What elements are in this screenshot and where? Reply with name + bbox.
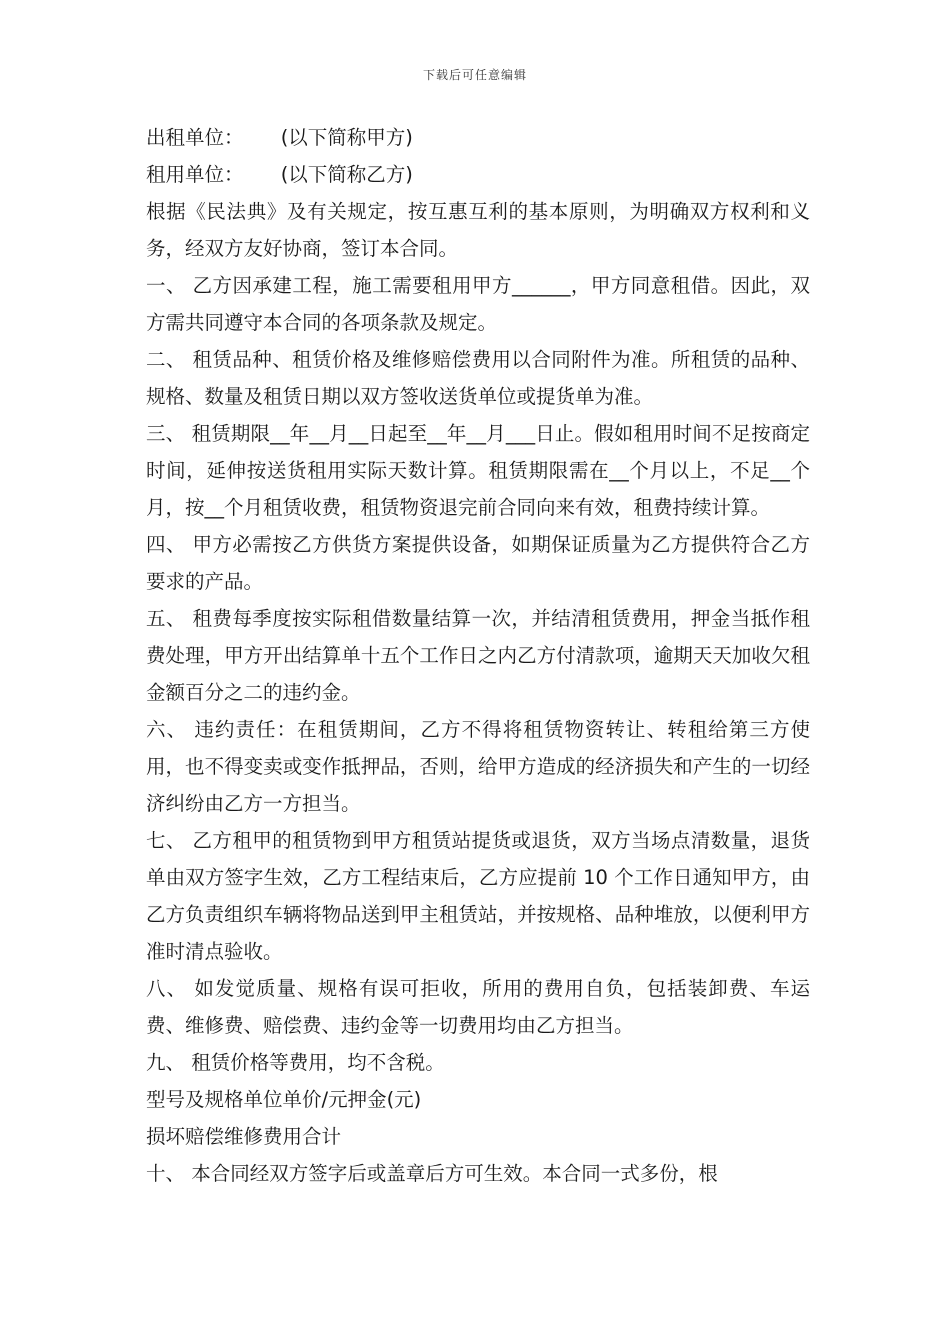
table-summary-line: 损坏赔偿维修费用合计 — [146, 1125, 342, 1148]
preamble-paragraph: 根据《民法典》及有关规定，按互惠互利的基本原则，为明确双方权利和义务，经双方友好协商，签订本合同。 — [146, 200, 810, 260]
clause-10: 十、 本合同经双方签字后或盖章后方可生效。本合同一式多份，根 — [146, 1162, 718, 1185]
clause-5: 五、 租费每季度按实际租借数量结算一次，并结清租赁费用，押金当抵作租费处理，甲方开出结算单十五个工作日之内乙方付清款项，逾期天天加收欠租金额百分之二的违约金。 — [146, 607, 810, 704]
page-header: 下载后可任意编辑 — [422, 68, 527, 82]
contract-body — [146, 119, 810, 1192]
lessor-line: 出租单位： (以下简称甲方) — [146, 126, 413, 149]
clause-9: 九、 租赁价格等费用，均不含税。 — [146, 1051, 445, 1074]
table-header-line: 型号及规格单位单价/元押金(元) — [146, 1088, 422, 1111]
clause-2: 二、 租赁品种、租赁价格及维修赔偿费用以合同附件为准。所租赁的品种、规格、数量及租赁日期以双方签收送货单位或提货单为准。 — [146, 348, 810, 408]
clause-3: 三、 租赁期限__年__月__日起至__年__月___日止。假如租用时间不足按商定时间，延伸按送货租用实际天数计算。租赁期限需在__个月以上，不足__个月，按__个月租赁收费，租赁物资退完前合同向来有效，租费持续计算。 — [146, 422, 810, 519]
clause-7: 七、 乙方租甲的租赁物到甲方租赁站提货或退货，双方当场点清数量，退货单由双方签字生效，乙方工程结束后，乙方应提前 10 个工作日通知甲方，由乙方负责组织车辆将物品送到甲主租赁站，并按规格、品种堆放，以便利甲方准时清点验收。 — [146, 829, 810, 963]
clause-4: 四、 甲方必需按乙方供货方案提供设备，如期保证质量为乙方提供符合乙方要求的产品。 — [146, 533, 810, 593]
clause-8: 八、 如发觉质量、规格有误可拒收，所用的费用自负，包括装卸费、车运费、维修费、赔偿费、违约金等一切费用均由乙方担当。 — [146, 977, 810, 1037]
clause-1: 一、 乙方因承建工程，施工需要租用甲方______，甲方同意租借。因此，双方需共同遵守本合同的各项条款及规定。 — [146, 274, 810, 334]
clause-6: 六、 违约责任：在租赁期间，乙方不得将租赁物资转让、转租给第三方使用，也不得变卖或变作抵押品，否则，给甲方造成的经济损失和产生的一切经济纠纷由乙方一方担当。 — [146, 718, 810, 815]
lessee-line: 租用单位： (以下简称乙方) — [146, 163, 413, 186]
